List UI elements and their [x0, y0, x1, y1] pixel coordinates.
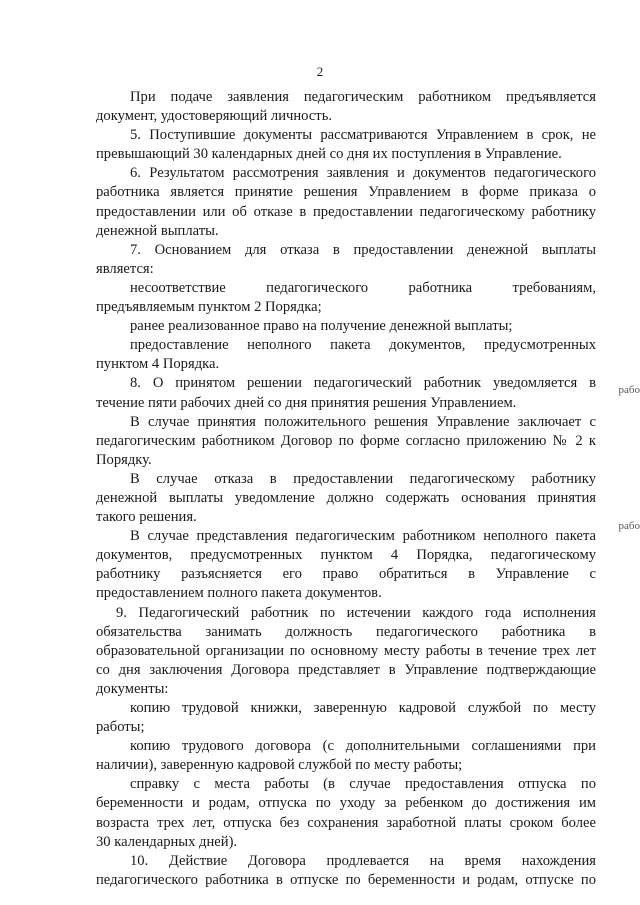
text-line: работнику разъясняется его право обратиться в Управление с [96, 566, 596, 583]
text-line: копию трудового договора (с дополнительными соглашениями при [130, 738, 596, 755]
text-line: 30 календарных дней). [96, 833, 238, 850]
text-line: наличии), заверенную кадровой службой по месту работы; [96, 757, 463, 774]
text-line: документы: [96, 680, 169, 697]
text-line: При подаче заявления педагогическим работником предъявляется [130, 89, 596, 105]
text-line: В случае принятия положительного решения Управление заключает с [130, 413, 596, 430]
text-line: 7. Основанием для отказа в предоставлении денежной выплаты [130, 241, 596, 258]
text-line: справку с места работы (в случае предоставления отпуска по [130, 776, 596, 793]
margin-mark: рабо [618, 384, 640, 396]
text-line: обязательства занимать должность педагогического работника в [96, 623, 596, 640]
text-line: предоставлении или об отказе в предоставлении педагогическому работнику [96, 203, 596, 220]
text-line: денежной выплаты уведомление должно содержать основания принятия [96, 489, 596, 506]
text-line: В случае представления педагогическим работником неполного пакета [130, 528, 596, 545]
text-line: предоставление неполного пакета документов, предусмотренных [130, 337, 596, 354]
text-line: денежной выплаты. [96, 222, 219, 239]
text-line: 6. Результатом рассмотрения заявления и документов педагогического [130, 165, 596, 182]
text-line: В случае отказа в предоставлении педагогическому работнику [130, 470, 596, 487]
text-line: педагогическим работником Договор по форме согласно приложению № 2 к [96, 432, 596, 449]
text-line: документов, предусмотренных пунктом 4 Порядка, педагогическому [96, 547, 596, 564]
text-line: Порядку. [96, 451, 152, 468]
text-line: такого решения. [96, 509, 197, 526]
text-line: работника является принятие решения Управлением в форме приказа о [96, 184, 596, 201]
document-body [96, 88, 596, 890]
text-line: является: [96, 260, 154, 277]
text-line: документ, удостоверяющий личность. [96, 108, 332, 125]
text-line: копию трудовой книжки, заверенную кадровой службой по месту [130, 700, 596, 716]
text-line: ранее реализованное право на получение денежной выплаты; [130, 318, 513, 335]
page-number: 2 [316, 64, 324, 79]
text-line: работы; [96, 719, 145, 736]
text-line: беременности и родам, отпуска по уходу за ребенком до достижения им [96, 795, 596, 812]
text-line: предъявляемым пунктом 2 Порядка; [96, 299, 322, 316]
text-line: пунктом 4 Порядка. [96, 356, 220, 373]
text-line: 9. Педагогический работник по истечении каждого года исполнения [116, 604, 596, 621]
text-line: 5. Поступившие документы рассматриваются Управлением в срок, не [130, 127, 596, 144]
text-line: несоответствие педагогического работника требованиям, [130, 279, 596, 296]
text-line: 8. О принятом решении педагогический работник уведомляется в [130, 375, 596, 392]
margin-mark: рабо [618, 520, 640, 532]
text-line: течение пяти рабочих дней со дня принятия решения Управлением. [96, 394, 517, 411]
text-line: 10. Действие Договора продлевается на время нахождения [130, 852, 596, 869]
text-line: образовательной организации по основному месту работы в течение трех лет [96, 642, 596, 659]
text-line: педагогического работника в отпуске по беременности и родам, отпуске по [96, 871, 596, 888]
text-line: возраста трех лет, отпуска без сохранения заработной платы сроком более [96, 814, 596, 831]
text-line: предоставлением полного пакета документов. [96, 585, 382, 602]
text-line: превышающий 30 календарных дней со дня их поступления в Управление. [96, 146, 562, 163]
text-line: со дня заключения Договора представляет в Управление подтверждающие [96, 661, 596, 678]
